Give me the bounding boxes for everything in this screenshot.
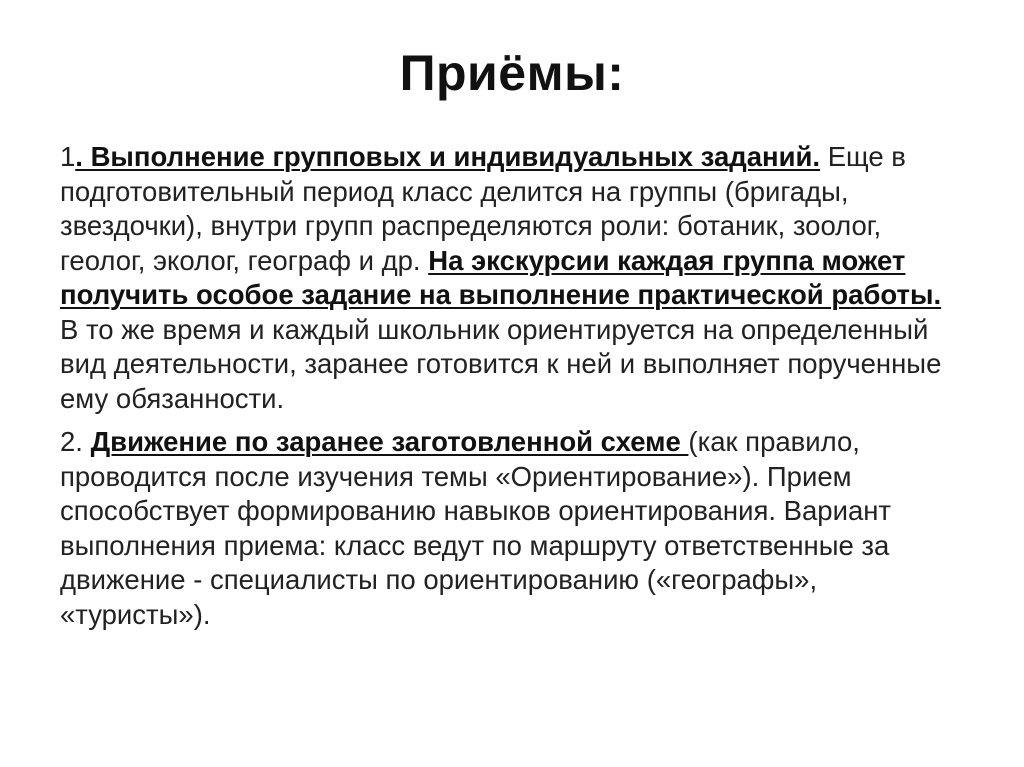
item-heading: . Выполнение групповых и индивидуальных заданий. [75,141,821,172]
item-heading: Движение по заранее заготовленной схеме [90,426,689,457]
item-text: Еще в подготовительный период класс делится на группы (бригады, звездочки), внутри групп распределяются роли: ботаник, зоолог, геолог, эколог, географ и др. [60,141,906,276]
slide-title: Приёмы: [399,45,625,101]
item-text-continued: В то же время и каждый школьник ориентируется на определенный вид деятельности, заранее готовится к ней и выполняет порученные ему обязанности. [60,313,942,414]
item-highlight: На экскурсии каждая группа может получить особое задание на выполнение практической работы. [60,244,942,310]
item-number: 1 [60,141,76,172]
slide-body [60,140,965,632]
technique-item-1 [60,140,965,416]
technique-item-2 [60,425,965,632]
item-text: (как правило, проводится после изучения темы «Ориентирование»). Прием способствует формированию навыков ориентирования. Вариант выполнения приема: класс ведут по маршруту ответственные за движение - специалисты по ориентированию («географы», «туристы»). [60,426,892,630]
item-number: 2. [60,426,91,457]
